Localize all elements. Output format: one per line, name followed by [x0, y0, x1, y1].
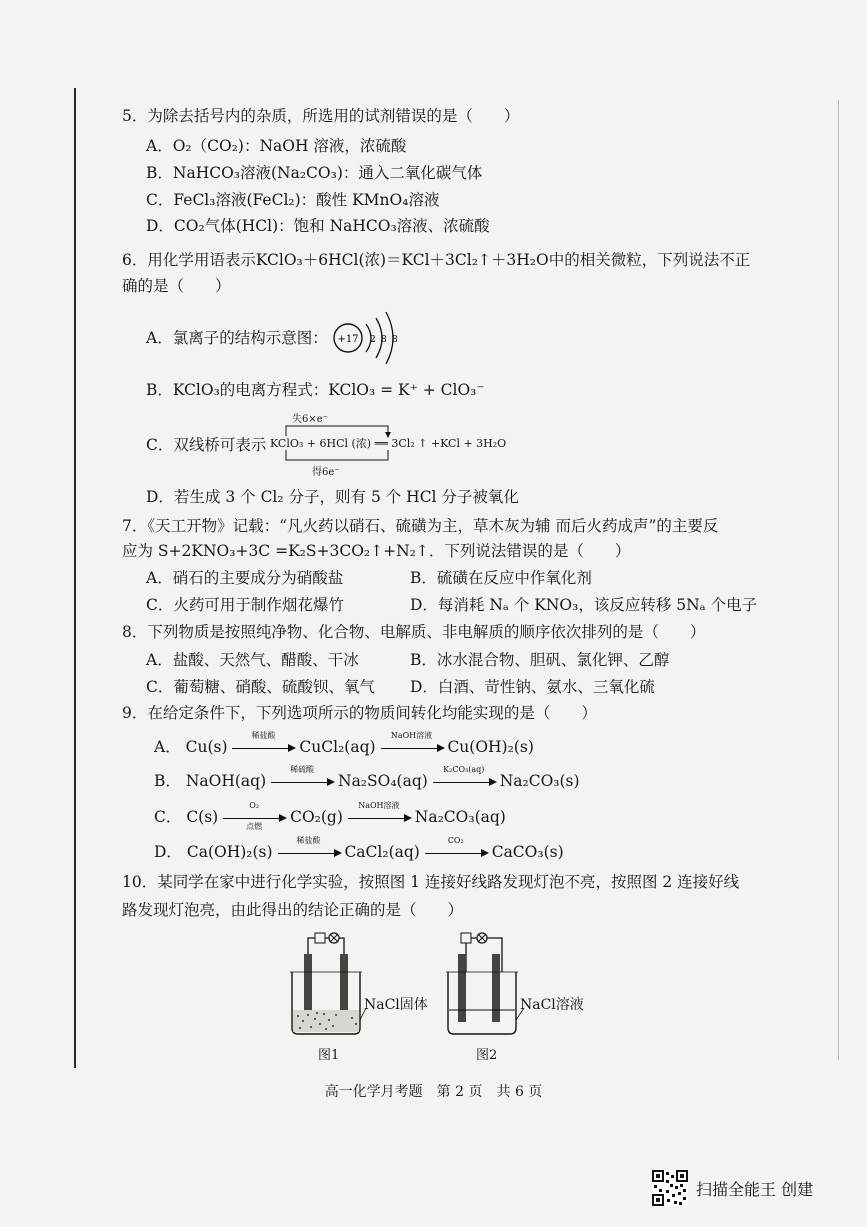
q9b-species-2: Na₂SO₄(aq) — [338, 772, 428, 790]
q10-stem-line1: 10．某同学在家中进行化学实验，按照图 1 连接好线路发现灯泡不亮，按照图 2 连接好线 — [122, 873, 740, 891]
q9a-species-2: CuCl₂(aq) — [299, 738, 376, 756]
q9c-condition-1: 点燃 — [246, 822, 263, 831]
q7-option-b: B．硫磺在反应中作氧化剂 — [410, 569, 592, 587]
shell-2-count: 8 — [381, 335, 387, 345]
figure-1-label: NaCl固体 — [364, 997, 428, 1013]
q6-option-c-equation: KClO₃ + 6HCl (浓) ══ 3Cl₂ ↑ +KCl + 3H₂O — [270, 437, 507, 450]
page-footer: 高一化学月考题 第 2 页 共 6 页 — [324, 1084, 543, 1100]
q9d-species-1: Ca(OH)₂(s) — [186, 843, 273, 861]
q9b-label: B． — [154, 772, 181, 790]
q9d-species-3: CaCO₃(s) — [491, 843, 564, 861]
q7-option-a: A．硝石的主要成分为硝酸盐 — [146, 569, 344, 587]
q6-option-b: B．KClO₃的电离方程式：KClO₃ = K⁺ + ClO₃⁻ — [146, 381, 485, 399]
q9-option-b — [154, 765, 580, 791]
q9d-label: D． — [154, 843, 182, 861]
q7-stem-line2: 应为 S+2KNO₃+3C =K₂S+3CO₂↑+N₂↑．下列说法错误的是（ ） — [122, 542, 631, 560]
q9a-species-3: Cu(OH)₂(s) — [447, 738, 534, 756]
electrode-right — [492, 954, 500, 1022]
q7-stem-line1: 7．《天工开物》记载：“凡火药以硝石、硫磺为主，草木灰为辅 而后火药成声”的主要反 — [122, 517, 719, 535]
q7-option-d: D．每消耗 Nₐ 个 KNO₃，该反应转移 5Nₐ 个电子 — [410, 596, 758, 614]
q9a-species-1: Cu(s) — [185, 738, 228, 756]
electron-loss-label: 失6×e⁻ — [292, 414, 328, 425]
q8-option-b: B．冰水混合物、胆矾、氯化钾、乙醇 — [410, 651, 670, 669]
q9a-arrow-2 — [381, 731, 443, 755]
q5-option-d: D．CO₂气体(HCl)：饱和 NaHCO₃溶液、浓硫酸 — [146, 217, 490, 235]
q9c-label: C． — [154, 808, 182, 826]
q9-option-a — [154, 731, 534, 757]
q9b-reagent-2: K₂CO₃(aq) — [443, 765, 485, 774]
figure-2-label: NaCl溶液 — [520, 997, 584, 1013]
battery-icon — [315, 933, 325, 943]
q9-option-c — [154, 801, 506, 831]
q9d-species-2: CaCl₂(aq) — [344, 843, 420, 861]
electrode-left — [458, 954, 466, 1022]
right-margin-line — [838, 100, 839, 1060]
q5-option-a: A．O₂（CO₂)：NaOH 溶液，浓硫酸 — [146, 137, 407, 155]
q8-option-c: C．葡萄糖、硝酸、硫酸钡、氧气 — [146, 678, 375, 696]
q6-option-d: D．若生成 3 个 Cl₂ 分子，则有 5 个 HCl 分子被氧化 — [146, 488, 519, 506]
q9a-label: A． — [154, 738, 181, 756]
q9b-species-3: Na₂CO₃(s) — [499, 772, 580, 790]
q8-option-a: A．盐酸、天然气、醋酸、干冰 — [146, 651, 359, 669]
q9a-reagent-2: NaOH溶液 — [390, 731, 433, 740]
q6-option-c-label: C．双线桥可表示 — [146, 436, 267, 454]
q9c-arrow-1 — [223, 801, 285, 831]
q9-stem: 9．在给定条件下，下列选项所示的物质间转化均能实现的是（ ） — [122, 704, 597, 722]
electron-gain-label: 得6e⁻ — [312, 467, 340, 478]
q8-stem: 8．下列物质是按照纯净物、化合物、电解质、非电解质的顺序依次排列的是（ ） — [122, 623, 706, 641]
q9b-arrow-1 — [271, 765, 333, 789]
q6-option-a-label: A．氯离子的结构示意图： — [146, 329, 328, 347]
q9d-reagent-2: CO₂ — [447, 836, 464, 845]
battery-icon — [461, 933, 471, 943]
figure-1-circuit-beaker — [286, 924, 366, 1044]
q9c-species-2: CO₂(g) — [290, 808, 343, 826]
figure-2-caption: 图2 — [476, 1048, 498, 1063]
shell-1-count: 2 — [370, 335, 376, 345]
q9-option-d — [154, 836, 564, 862]
q6-stem-line2: 确的是（ ） — [122, 277, 231, 295]
q8-option-d: D．白酒、苛性钠、氨水、三氧化硫 — [410, 678, 655, 696]
q7-option-c: C．火药可用于制作烟花爆竹 — [146, 596, 344, 614]
nucleus-charge: +17 — [337, 334, 359, 345]
figure-1-caption: 图1 — [318, 1048, 340, 1063]
margin-line — [74, 88, 76, 1068]
q9b-reagent-1: 稀硫酸 — [290, 765, 315, 774]
q9a-reagent-1: 稀盐酸 — [251, 731, 276, 740]
shell-3-count: 8 — [392, 335, 398, 345]
q5-option-c: C．FeCl₃溶液(FeCl₂)：酸性 KMnO₄溶液 — [146, 191, 440, 209]
q9c-species-1: C(s) — [186, 808, 219, 826]
q9c-reagent-1: O₂ — [249, 801, 260, 810]
q9b-species-1: NaOH(aq) — [185, 772, 267, 790]
q9d-arrow-1 — [278, 836, 340, 860]
q9c-arrow-2 — [348, 801, 410, 825]
q10-stem-line2: 路发现灯泡亮，由此得出的结论正确的是（ ） — [122, 901, 464, 919]
q5-option-b: B．NaHCO₃溶液(Na₂CO₃)：通入二氧化碳气体 — [146, 164, 483, 182]
q9c-reagent-2: NaOH溶液 — [358, 801, 400, 810]
q6-stem-line1: 6．用化学用语表示KClO₃＋6HCl(浓)＝KCl＋3Cl₂↑＋3H₂O中的相关微粒，下列说法不正 — [122, 251, 751, 269]
q5-stem: 5．为除去括号内的杂质，所选用的试剂错误的是（ ） — [122, 107, 520, 125]
q9c-species-3: Na₂CO₃(aq) — [414, 808, 506, 826]
qr-code-icon — [652, 1170, 688, 1206]
chloride-ion-diagram — [328, 306, 408, 370]
q9b-arrow-2 — [433, 765, 495, 789]
scanner-watermark — [652, 1170, 813, 1206]
q9d-reagent-1: 稀盐酸 — [296, 836, 321, 845]
figure-2-circuit-beaker — [444, 924, 524, 1044]
q9a-arrow-1 — [232, 731, 294, 755]
watermark-text: 扫描全能王 创建 — [696, 1179, 814, 1199]
q9d-arrow-2 — [425, 836, 487, 860]
